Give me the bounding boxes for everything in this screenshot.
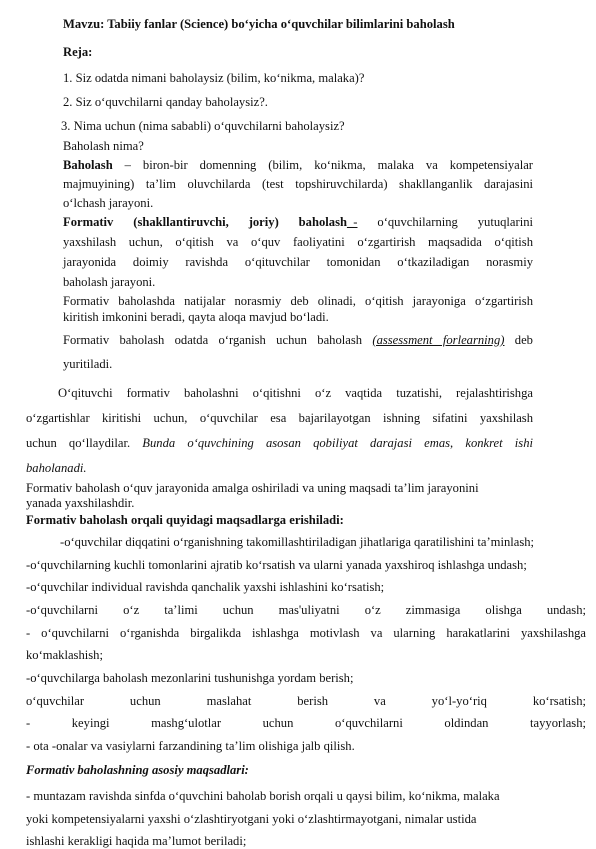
process-line: Formativ baholash o‘quv jarayonida amalga oshiriladi va uning maqsadi ta’lim jarayonini xyxy=(26,481,479,495)
plan-item: 2. Siz o‘quvchilarni qanday baholaysiz?. xyxy=(63,95,268,109)
goal-item: -o‘quvchilarning kuchli tomonlarini ajratib ko‘rsatish va ularni yanada yaxshiroq ishlashga undash; xyxy=(26,558,527,572)
formative-term: Formativ (shakllantiruvchi, joriy) baholash xyxy=(63,215,347,229)
teacher-line: o‘zgartishlar kiritishi uchun, o‘quvchilar esa bajarilayotgan ishning sifatini yaxshilash xyxy=(26,411,533,425)
plan-heading: Reja: xyxy=(63,45,93,59)
definition-term: Baholash xyxy=(63,158,113,172)
process-line: yanada yaxshilashdir. xyxy=(26,496,135,510)
afl-line: Formativ baholash odatda o‘rganish uchun baholash (assessment forlearning) deb xyxy=(63,333,533,347)
definition-line: o‘lchash jarayoni. xyxy=(63,196,154,210)
teacher-line: baholanadi. xyxy=(26,461,87,475)
definition-line: majmuyining) ta’lim oluvchilarda (test topshiruvchilarda) shakllanganlik darajasini xyxy=(63,177,533,191)
goal-item: - keyingi mashg‘ulotlar uchun o‘quvchilarni oldindan tayyorlash; xyxy=(26,716,586,730)
plan-item: 1. Siz odatda nimani baholaysiz (bilim, ko‘nikma, malaka)? xyxy=(63,71,365,85)
afl-term: (assessment forlearning) xyxy=(372,333,505,347)
question-line: Baholash nima? xyxy=(63,139,144,153)
main-goals-line: ishlashi kerakligi haqida ma’lumot beriladi; xyxy=(26,834,247,848)
goal-item: -o‘quvchilar diqqatini o‘rganishning takomillashtiriladigan jihatlariga qaratilishini ta’minlash; xyxy=(60,535,535,549)
informal-line: Formativ baholashda natijalar norasmiy deb olinadi, o‘qitish jarayoniga o‘zgartirish xyxy=(63,294,533,308)
main-goals-line: yoki kompetensiyalarni yaxshi o‘zlashtiryotgani yoki o‘zlashtirmayotgani, nimalar ustida xyxy=(26,812,477,826)
goal-item: -o‘quvchilar individual ravishda qanchalik yaxshi ishlashini ko‘rsatish; xyxy=(26,580,385,594)
formative-line: jarayonida doimiy ravishda o‘qituvchilar tomonidan o‘tkaziladigan norasmiy xyxy=(63,255,533,269)
formative-line: baholash jarayoni. xyxy=(63,275,156,289)
informal-line: kiritish imkonini beradi, qayta aloqa mavjud bo‘ladi. xyxy=(63,310,329,324)
goals-heading: Formativ baholash orqali quyidagi maqsadlarga erishiladi: xyxy=(26,513,344,527)
main-goals-line: - muntazam ravishda sinfda o‘quvchini baholab borish orqali u qaysi bilim, ko‘nikma, malaka xyxy=(26,789,500,803)
formative-line: Formativ (shakllantiruvchi, joriy) baholash_- o‘quvchilarning yutuqlarini xyxy=(63,215,534,229)
goal-item: o‘quvchilar uchun maslahat berish va yo‘l-yo‘riq ko‘rsatish; xyxy=(26,694,586,708)
plan-item: 3. Nima uchun (nima sababli) o‘quvchilarni baholaysiz? xyxy=(61,119,345,133)
goal-item: ko‘maklashish; xyxy=(26,648,103,662)
afl-line: yuritiladi. xyxy=(63,357,113,371)
formative-line: yaxshilash uchun, o‘qitish va o‘quv faoliyatini o‘zgartirish maqsadida o‘qitish xyxy=(63,235,533,249)
goal-item: - ota -onalar va vasiylarni farzandining ta’lim olishiga jalb qilish. xyxy=(26,739,355,753)
teacher-line: O‘qituvchi formativ baholashni o‘qitishni o‘z vaqtida tuzatishi, rejalashtirishga xyxy=(58,386,533,400)
goal-item: - o‘quvchilarni o‘rganishda birgalikda ishlashga motivlash va ularning harakatlarini yaxshilashga xyxy=(26,626,586,640)
goal-item: -o‘quvchilarni o‘z ta’limi uchun mas'uliyatni o‘z zimmasiga olishga undash; xyxy=(26,603,586,617)
teacher-line: uchun qo‘llaydilar. Bunda o‘quvchining asosan qobiliyat darajasi emas, konkret ishi xyxy=(26,436,533,450)
document-title: Mavzu: Tabiiy fanlar (Science) bo‘yicha o‘quvchilar bilimlarini baholash xyxy=(63,17,455,31)
definition-line: Baholash – biron-bir domenning (bilim, ko‘nikma, malaka va kompetensiyalar xyxy=(63,158,533,172)
main-goals-heading: Formativ baholashning asosiy maqsadlari: xyxy=(26,763,249,777)
goal-item: -o‘quvchilarga baholash mezonlarini tushunishga yordam berish; xyxy=(26,671,354,685)
